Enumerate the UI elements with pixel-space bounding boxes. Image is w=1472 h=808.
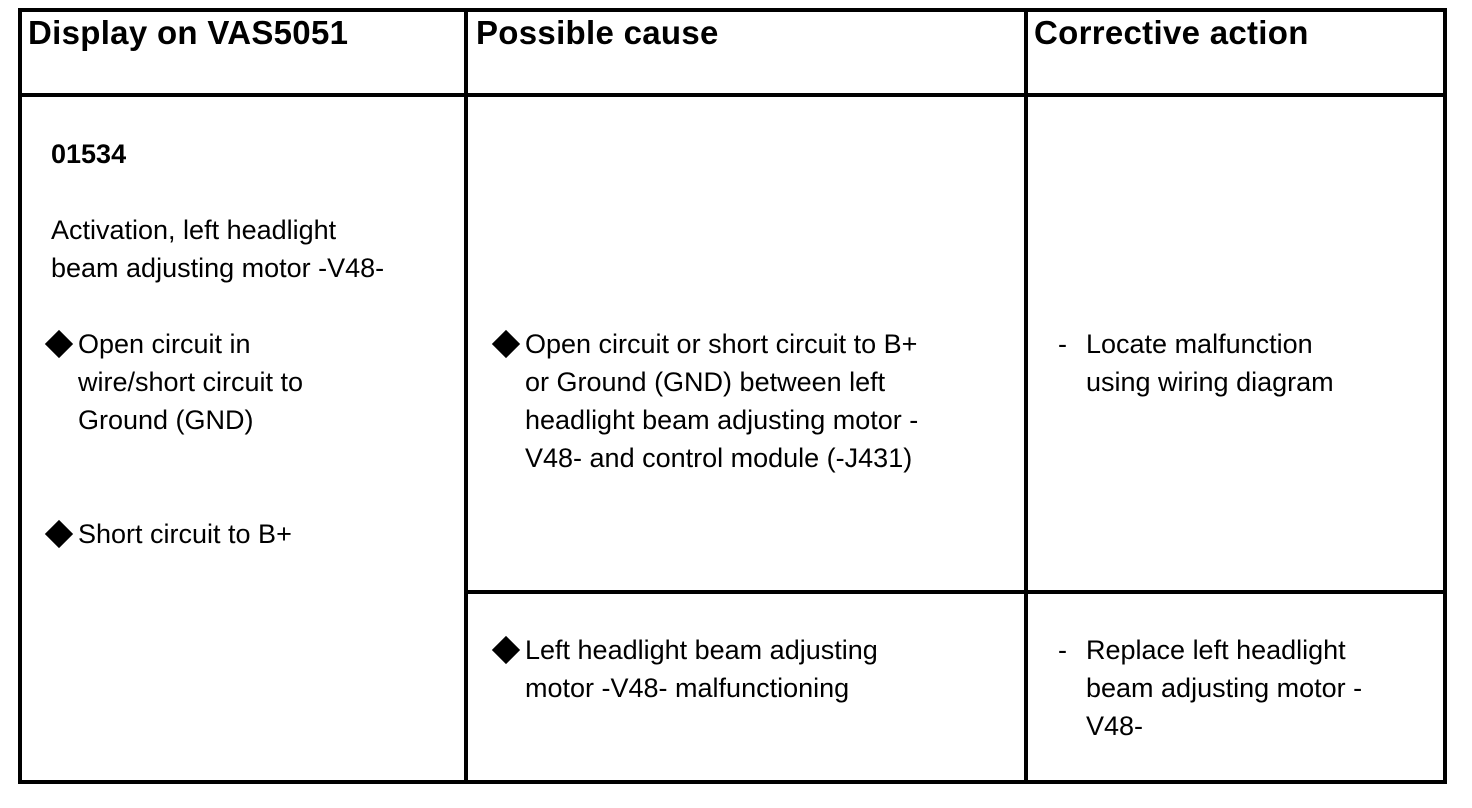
action-1-line-2: using wiring diagram — [1086, 367, 1334, 397]
header-divider — [18, 93, 1447, 97]
row-divider — [464, 590, 1447, 594]
symptom-2: Short circuit to B+ — [78, 519, 292, 549]
symptom-1-line-2: wire/short circuit to — [78, 367, 304, 397]
cause-2-line-1: Left headlight beam adjusting — [525, 635, 878, 665]
column-divider-1 — [464, 8, 468, 784]
header-cause: Possible cause — [476, 14, 719, 51]
action-2-line-3: V48- — [1086, 711, 1144, 741]
symptom-1-line-3: Ground (GND) — [78, 405, 254, 435]
cause-2-line-2: motor -V48- malfunctioning — [525, 673, 850, 703]
cause-1-line-2: or Ground (GND) between left — [525, 367, 886, 397]
cause-1-line-3: headlight beam adjusting motor - — [525, 405, 919, 435]
column-divider-2 — [1024, 8, 1028, 784]
fault-code: 01534 — [51, 139, 127, 169]
header-action: Corrective action — [1034, 14, 1309, 51]
action-2-line-2: beam adjusting motor - — [1086, 673, 1363, 703]
cause-1-line-1: Open circuit or short circuit to B+ — [525, 329, 918, 359]
fault-description-line-2: beam adjusting motor -V48- — [51, 253, 385, 283]
header-display: Display on VAS5051 — [28, 14, 349, 51]
action-2-line-1: Replace left headlight — [1086, 635, 1346, 665]
cause-1-line-4: V48- and control module (-J431) — [525, 443, 913, 473]
action-2-marker: - — [1058, 635, 1067, 665]
action-1-marker: - — [1058, 329, 1067, 359]
fault-description-line-1: Activation, left headlight — [51, 215, 337, 245]
symptom-1-line-1: Open circuit in — [78, 329, 251, 359]
action-1-line-1: Locate malfunction — [1086, 329, 1313, 359]
